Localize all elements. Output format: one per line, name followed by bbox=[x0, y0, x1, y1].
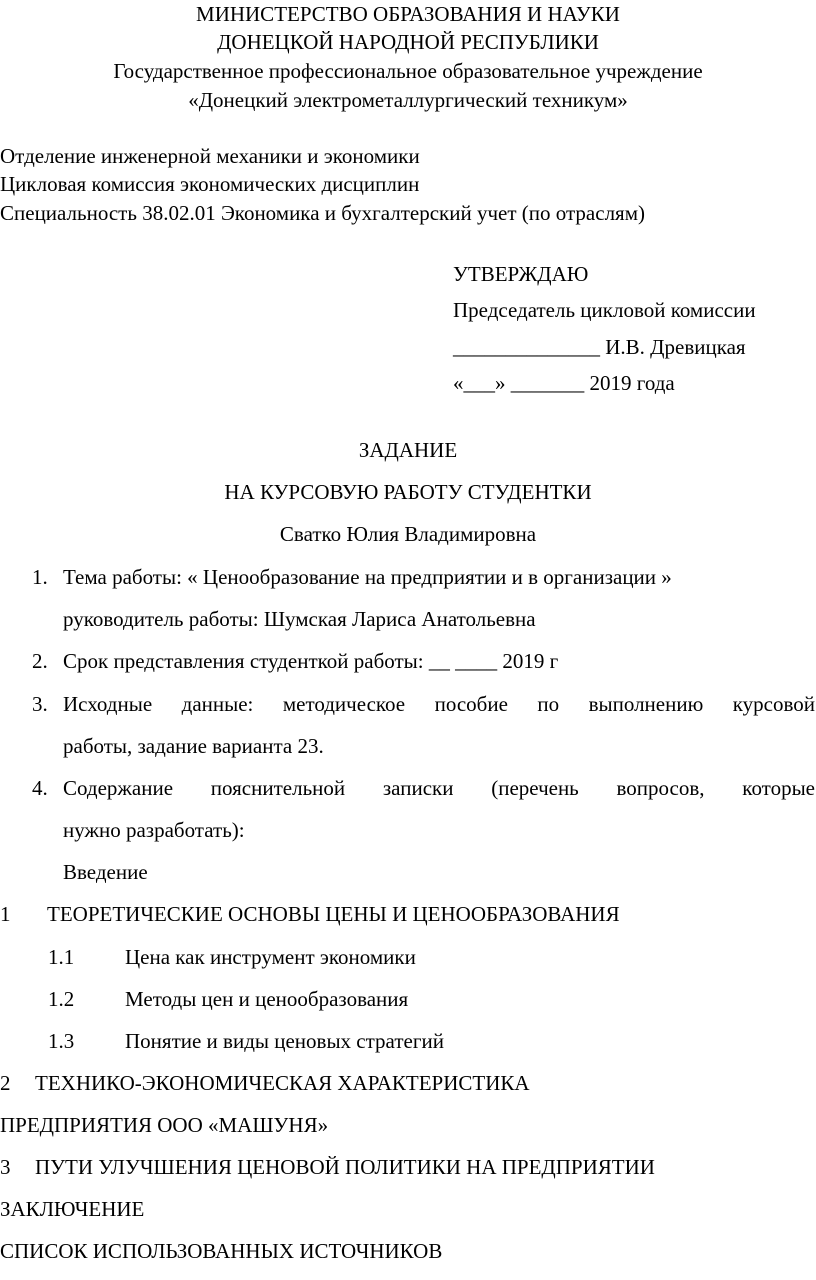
approval-signature-line: ______________ И.В. Древицкая bbox=[453, 335, 746, 359]
subsection-1-3-title: Понятие и виды ценовых стратегий bbox=[125, 1029, 444, 1053]
references-heading: СПИСОК ИСПОЛЬЗОВАННЫХ ИСТОЧНИКОВ bbox=[0, 1239, 443, 1263]
conclusion-heading: ЗАКЛЮЧЕНИЕ bbox=[0, 1197, 145, 1221]
approval-position: Председатель цикловой комиссии bbox=[453, 298, 756, 322]
institution-line-1: Государственное профессиональное образовательное учреждение bbox=[113, 59, 703, 83]
section-number: 1 bbox=[0, 902, 11, 926]
subsection-1-1-title: Цена как инструмент экономики bbox=[125, 945, 416, 969]
item-3-line-1: Исходные данные: методическое пособие по выполнению курсовой bbox=[63, 692, 815, 716]
specialty-line: Специальность 38.02.01 Экономика и бухгалтерский учет (по отраслям) bbox=[0, 201, 645, 225]
item-number: 1. bbox=[32, 565, 48, 589]
item-1-line-1: Тема работы: « Ценообразование на предприятии и в организации » bbox=[63, 565, 672, 589]
division-line: Отделение инженерной механики и экономики bbox=[0, 144, 420, 168]
item-3-line-2: работы, задание варианта 23. bbox=[63, 734, 324, 758]
subsection-number: 1.2 bbox=[48, 987, 75, 1011]
section-number: 2 bbox=[0, 1071, 11, 1095]
subsection-1-2-title: Методы цен и ценообразования bbox=[125, 987, 409, 1011]
section-3-title: ПУТИ УЛУЧШЕНИЯ ЦЕНОВОЙ ПОЛИТИКИ НА ПРЕДПРИЯТИИ bbox=[35, 1155, 655, 1179]
institution-line-2: «Донецкий электрометаллургический техникум» bbox=[188, 88, 628, 112]
ministry-line-1: МИНИСТЕРСТВО ОБРАЗОВАНИЯ И НАУКИ bbox=[196, 2, 620, 26]
student-name: Сватко Юлия Владимировна bbox=[279, 522, 537, 546]
commission-line: Цикловая комиссия экономических дисциплин bbox=[0, 172, 420, 196]
section-2-title: ТЕХНИКО-ЭКОНОМИЧЕСКАЯ ХАРАКТЕРИСТИКА bbox=[35, 1071, 530, 1095]
item-number: 4. bbox=[32, 776, 48, 800]
subsection-number: 1.1 bbox=[48, 945, 75, 969]
item-4-line-2: нужно разработать): bbox=[63, 818, 245, 842]
section-number: 3 bbox=[0, 1155, 11, 1179]
task-title: ЗАДАНИЕ bbox=[358, 438, 458, 462]
item-number: 3. bbox=[32, 692, 48, 716]
subsection-number: 1.3 bbox=[48, 1029, 75, 1053]
task-subtitle: НА КУРСОВУЮ РАБОТУ СТУДЕНТКИ bbox=[224, 480, 592, 504]
item-4-line-3: Введение bbox=[63, 860, 148, 884]
approval-date-line: «___» _______ 2019 года bbox=[453, 371, 675, 395]
section-2-title-cont: ПРЕДПРИЯТИЯ ООО «МАШУНЯ» bbox=[0, 1113, 329, 1137]
ministry-line-2: ДОНЕЦКОЙ НАРОДНОЙ РЕСПУБЛИКИ bbox=[217, 30, 599, 54]
approval-title: УТВЕРЖДАЮ bbox=[453, 262, 589, 286]
item-4-line-1: Содержание пояснительной записки (перечень вопросов, которые bbox=[63, 776, 815, 800]
item-number: 2. bbox=[32, 649, 48, 673]
item-1-line-2: руководитель работы: Шумская Лариса Анатольевна bbox=[63, 607, 536, 631]
item-2-line-1: Срок представления студенткой работы: __ ____ 2019 г bbox=[63, 649, 559, 673]
section-1-title: ТЕОРЕТИЧЕСКИЕ ОСНОВЫ ЦЕНЫ И ЦЕНООБРАЗОВАНИЯ bbox=[47, 902, 620, 926]
